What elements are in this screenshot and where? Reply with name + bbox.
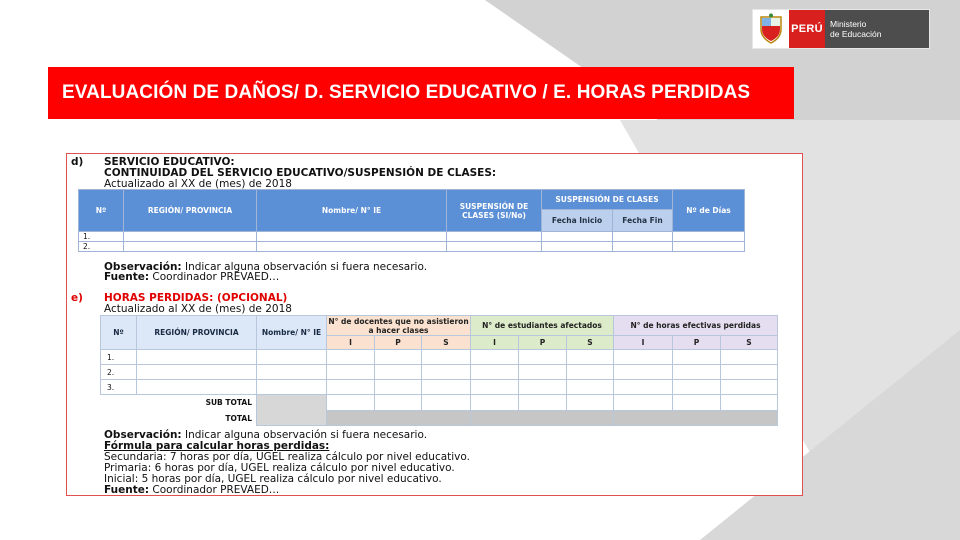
t2-cell[interactable]: [567, 365, 614, 380]
t2-header-students: N° de estudiantes afectados: [471, 316, 614, 336]
t2-cell[interactable]: [422, 350, 471, 365]
t2-cell[interactable]: [375, 365, 422, 380]
section-d-source: [104, 271, 279, 283]
observation-text: Indicar alguna observación si fuera necesario.: [181, 429, 428, 441]
t2-cell[interactable]: [614, 380, 673, 395]
section-d-letter: d): [71, 156, 84, 168]
t1-header-start: Fecha Inicio: [542, 210, 613, 232]
t2-sub-i: I: [471, 336, 519, 350]
t2-sub-p: P: [673, 336, 721, 350]
ministry-label: [825, 10, 929, 48]
t2-cell[interactable]: [519, 380, 567, 395]
t2-cell[interactable]: [567, 350, 614, 365]
t2-cell[interactable]: [375, 350, 422, 365]
t1-cell[interactable]: [124, 242, 257, 252]
t2-cell[interactable]: [375, 380, 422, 395]
t1-header-region: REGIÓN/ PROVINCIA: [124, 190, 257, 232]
t1-header-suspension: SUSPENSIÓN DE CLASES (SI/No): [447, 190, 542, 232]
t2-header-region: REGIÓN/ PROVINCIA: [137, 316, 257, 350]
ministry-line-2: de Educación: [830, 29, 882, 39]
t2-cell[interactable]: [327, 350, 375, 365]
t2-cell[interactable]: [721, 350, 778, 365]
t2-sub-i: I: [327, 336, 375, 350]
section-e-letter: e): [71, 292, 83, 304]
t2-cell[interactable]: [257, 365, 327, 380]
subtotal-label: SUB TOTAL: [101, 395, 257, 411]
t2-cell[interactable]: [471, 350, 519, 365]
t2-subtotal-cell[interactable]: [519, 395, 567, 411]
t1-header-name: Nombre/ N° IE: [257, 190, 447, 232]
t2-subtotal-cell[interactable]: [673, 395, 721, 411]
t2-row-2-no: 2.: [101, 365, 137, 380]
t2-subtotal-cell[interactable]: [327, 395, 375, 411]
t1-cell[interactable]: [673, 232, 745, 242]
formula-line-primary: Primaria: 6 horas por día, UGEL realiza cálculo por nivel educativo.: [104, 462, 455, 474]
t2-cell[interactable]: [422, 380, 471, 395]
source-text: Coordinador PREVAED…: [149, 484, 280, 496]
title-banner: [48, 67, 794, 119]
formula-heading: Fórmula para calcular horas perdidas:: [104, 440, 330, 452]
slide-title: EVALUACIÓN DE DAÑOS/ D. SERVICIO EDUCATIVO / E. HORAS PERDIDAS: [62, 82, 751, 103]
t1-cell[interactable]: [673, 242, 745, 252]
t2-subtotal-cell[interactable]: [614, 395, 673, 411]
section-d-subheading: CONTINUIDAD DEL SERVICIO EDUCATIVO/SUSPENSIÓN DE CLASES:: [104, 167, 497, 179]
t1-header-end: Fecha Fin: [613, 210, 673, 232]
table-row: [101, 380, 778, 395]
t2-sub-p: P: [375, 336, 422, 350]
t2-cell[interactable]: [721, 380, 778, 395]
t1-row-2-no: 2.: [79, 242, 124, 252]
section-e-heading: HORAS PERDIDAS: (OPCIONAL): [104, 292, 288, 304]
ministry-line-1: Ministerio: [830, 19, 867, 29]
section-e-source: [104, 484, 279, 496]
t2-subtotal-cell[interactable]: [471, 395, 519, 411]
t2-header-hours: N° de horas efectivas perdidas: [614, 316, 778, 336]
t2-cell[interactable]: [137, 380, 257, 395]
t2-sub-i: I: [614, 336, 673, 350]
t2-cell[interactable]: [519, 350, 567, 365]
t1-cell[interactable]: [124, 232, 257, 242]
document-panel: [66, 153, 803, 496]
source-text: Coordinador PREVAED…: [149, 271, 280, 283]
formula-line-secondary: Secundaria: 7 horas por día, UGEL realiza cálculo por nivel educativo.: [104, 451, 470, 463]
t2-cell[interactable]: [471, 365, 519, 380]
t2-cell[interactable]: [257, 350, 327, 365]
t2-cell[interactable]: [519, 365, 567, 380]
t2-sub-s: S: [567, 336, 614, 350]
t2-sub-s: S: [721, 336, 778, 350]
t2-cell[interactable]: [673, 380, 721, 395]
t2-row-1-no: 1.: [101, 350, 137, 365]
t2-cell[interactable]: [721, 365, 778, 380]
t2-row-3-no: 3.: [101, 380, 137, 395]
t1-cell[interactable]: [447, 232, 542, 242]
t1-header-no: Nº: [79, 190, 124, 232]
t2-subtotal-cell[interactable]: [567, 395, 614, 411]
lost-hours-table: [100, 315, 778, 426]
t1-row-1-no: 1.: [79, 232, 124, 242]
t2-cell[interactable]: [137, 365, 257, 380]
section-e-updated: Actualizado al XX de (mes) de 2018: [104, 303, 292, 315]
suspension-table: [78, 189, 745, 252]
t2-sub-s: S: [422, 336, 471, 350]
t1-header-days: Nº de Días: [673, 190, 745, 232]
t2-cell[interactable]: [567, 380, 614, 395]
coat-of-arms-icon: [753, 10, 789, 48]
t2-cell[interactable]: [327, 380, 375, 395]
t1-cell[interactable]: [613, 242, 673, 252]
source-label: Fuente:: [104, 484, 150, 496]
section-d-heading: SERVICIO EDUCATIVO:: [104, 156, 235, 168]
t2-cell[interactable]: [422, 365, 471, 380]
table-row: [79, 232, 745, 242]
t1-cell[interactable]: [542, 232, 613, 242]
table-row: [101, 365, 778, 380]
observation-text: Indicar alguna observación si fuera necesario.: [181, 261, 428, 273]
t2-subtotal-cell[interactable]: [375, 395, 422, 411]
t2-subtotal-cell[interactable]: [422, 395, 471, 411]
t2-cell[interactable]: [614, 365, 673, 380]
t2-total-students[interactable]: [471, 411, 614, 426]
t2-subtotal-cell[interactable]: [721, 395, 778, 411]
t2-cell[interactable]: [673, 365, 721, 380]
t2-cell[interactable]: [471, 380, 519, 395]
table-row: [101, 350, 778, 365]
t2-cell[interactable]: [137, 350, 257, 365]
total-label: TOTAL: [101, 411, 257, 426]
t2-gray-cell: [257, 395, 327, 426]
t1-cell[interactable]: [542, 242, 613, 252]
t2-total-teachers[interactable]: [327, 411, 471, 426]
t2-total-hours[interactable]: [614, 411, 778, 426]
ministry-logo: [752, 9, 930, 49]
t1-cell[interactable]: [257, 232, 447, 242]
t2-cell[interactable]: [673, 350, 721, 365]
t2-header-no: Nº: [101, 316, 137, 350]
source-label: Fuente:: [104, 271, 150, 283]
t2-cell[interactable]: [614, 350, 673, 365]
t2-sub-p: P: [519, 336, 567, 350]
peru-label: PERÚ: [789, 10, 825, 48]
t1-cell[interactable]: [257, 242, 447, 252]
t2-header-name: Nombre/ N° IE: [257, 316, 327, 350]
t2-cell[interactable]: [327, 365, 375, 380]
t1-cell[interactable]: [447, 242, 542, 252]
observation-label: Observación:: [104, 429, 182, 441]
formula-line-initial: Inicial: 5 horas por día, UGEL realiza cálculo por nivel educativo.: [104, 473, 442, 485]
section-d-updated: Actualizado al XX de (mes) de 2018: [104, 178, 292, 190]
observation-label: Observación:: [104, 261, 182, 273]
t1-cell[interactable]: [613, 232, 673, 242]
t1-header-suspension-group: SUSPENSIÓN DE CLASES: [542, 190, 673, 210]
table-row: [79, 242, 745, 252]
t2-header-teachers: N° de docentes que no asistieron a hacer clases: [328, 316, 469, 335]
t2-cell[interactable]: [257, 380, 327, 395]
